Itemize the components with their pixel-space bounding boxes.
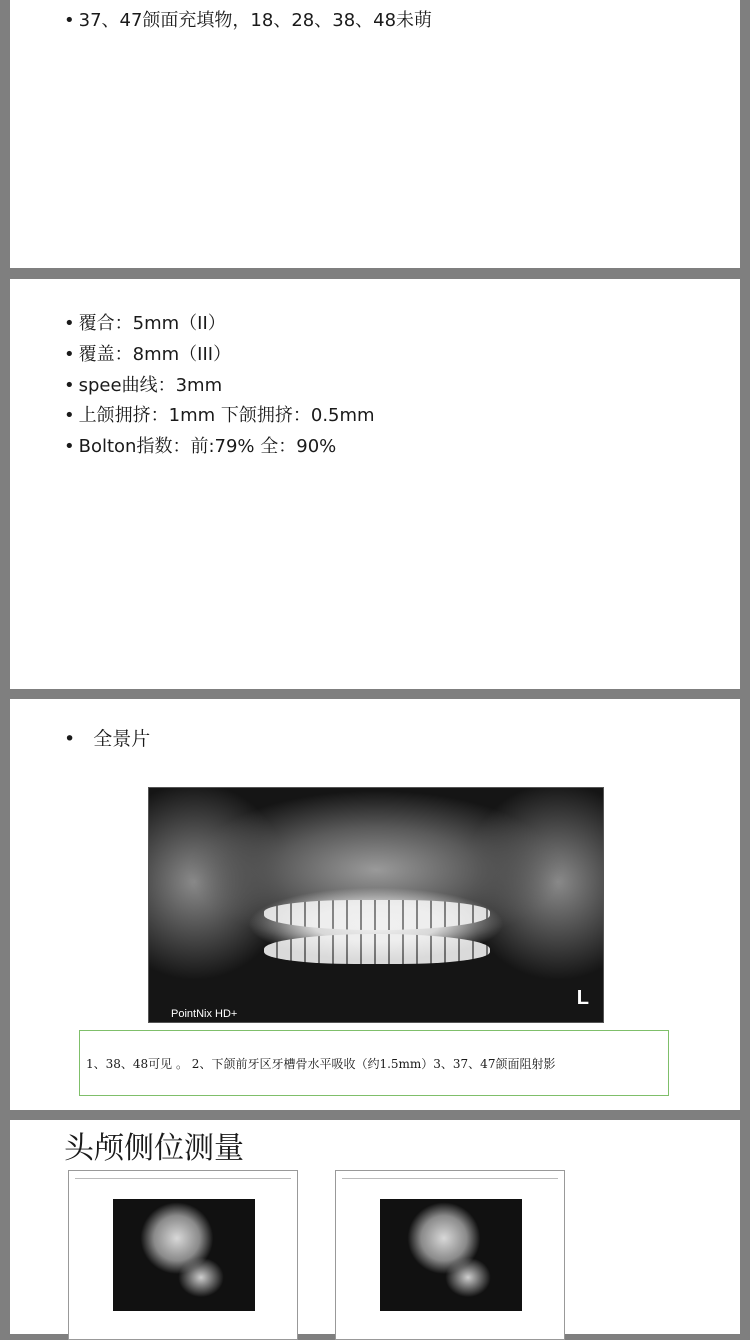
ceph-report-header: [342, 1176, 558, 1179]
bullet-text: spee曲线：3mm: [78, 375, 223, 396]
bullet-text: 覆盖：8mm（III）: [78, 344, 232, 365]
ceph-report-header: [75, 1176, 291, 1179]
bullet-dot: •: [64, 405, 75, 426]
bullet-text: Bolton指数：前:79% 全：90%: [78, 436, 337, 457]
bullet-dot: •: [64, 436, 75, 457]
bullet-bolton-index: [64, 432, 336, 458]
bullet-dot: •: [64, 344, 75, 365]
slide-2: [10, 279, 740, 689]
bullet-dot: •: [64, 728, 76, 750]
bullet-crowding: [64, 401, 375, 427]
ceph-xray-image: [113, 1199, 255, 1311]
bullet-text: 覆合：5mm（II）: [78, 313, 226, 334]
slide-3: [10, 699, 740, 1110]
bullet-dot: •: [64, 10, 75, 31]
bullet-spee-curve: [64, 371, 222, 397]
ceph-xray-image: [380, 1199, 522, 1311]
panoramic-caption: 1、38、48可见 。 2、下颌前牙区牙槽骨水平吸收（约1.5mm）3、37、47颌面阻射影: [79, 1030, 669, 1096]
bullet-filling-note: [64, 6, 432, 32]
ceph-report-left: [68, 1170, 298, 1340]
bullet-text: 37、47颌面充填物，18、28、38、48未萌: [78, 10, 433, 31]
xray-side-marker: L: [576, 987, 589, 1009]
ceph-report-right: [335, 1170, 565, 1340]
slide-4: [10, 1120, 740, 1334]
bullet-overbite: [64, 309, 226, 335]
panoramic-xray-image: [148, 787, 604, 1023]
lower-teeth: [264, 934, 490, 964]
panoramic-heading: [64, 724, 150, 751]
bullet-dot: •: [64, 313, 75, 334]
xray-brand-label: PointNix HD+: [171, 1008, 238, 1020]
slide-1: [10, 0, 740, 268]
bullet-text: 上颌拥挤：1mm 下颌拥挤：0.5mm: [78, 405, 375, 426]
bullet-dot: •: [64, 375, 75, 396]
slide-title: 头颅侧位测量: [64, 1131, 244, 1166]
panoramic-heading-text: 全景片: [93, 728, 151, 750]
bullet-overjet: [64, 340, 231, 366]
upper-teeth: [264, 900, 490, 930]
